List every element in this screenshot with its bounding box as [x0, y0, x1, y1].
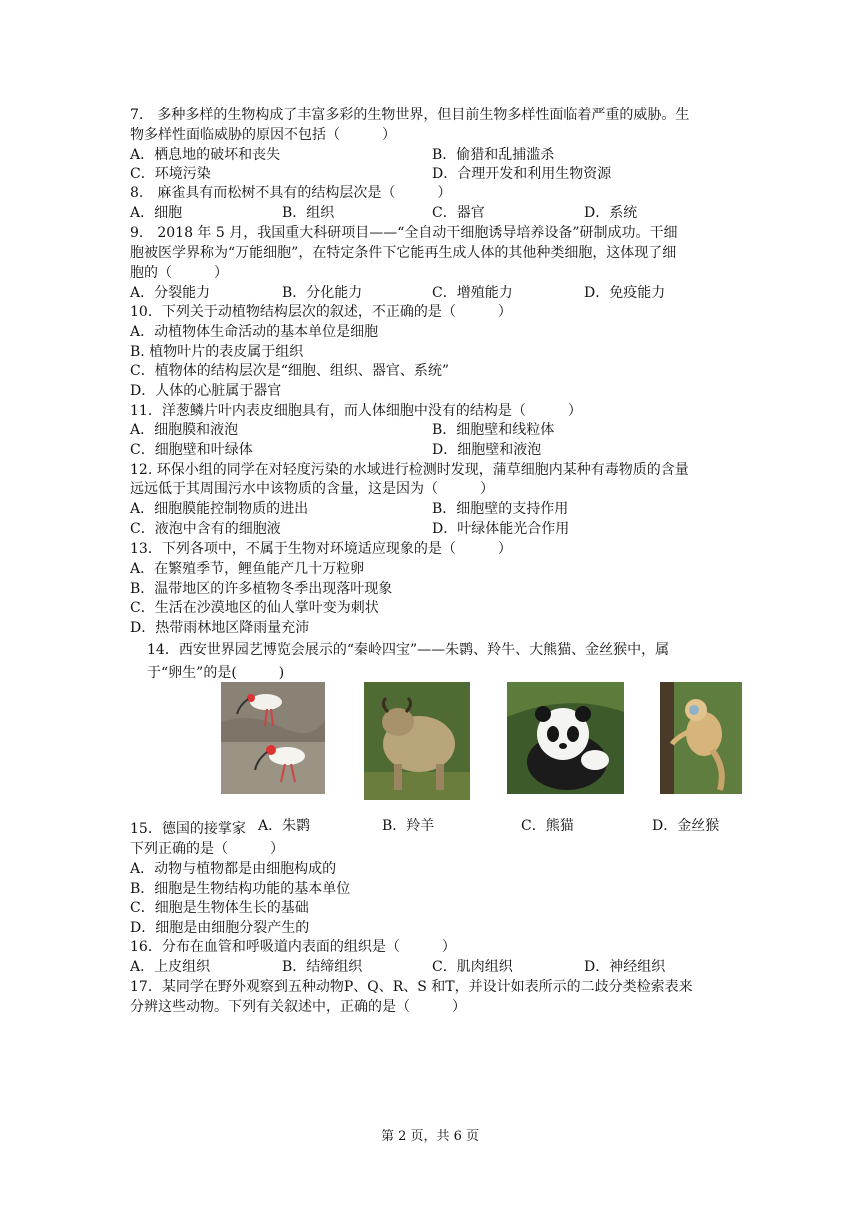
q13-option-b: B．温带地区的许多植物冬季出现落叶现象 [130, 581, 393, 597]
page-footer: 第 2 页，共 6 页 [380, 1129, 480, 1144]
q15-option-a: A．动物与植物都是由细胞构成的 [130, 861, 337, 877]
q9-option-b: B．分化能力 [282, 285, 363, 301]
q11-option-b: B．细胞壁和线粒体 [432, 422, 555, 438]
q10-option-d: D．人体的心脏属于器官 [130, 383, 282, 399]
q14-stem-line2: 于“卵生”的是( ) [147, 665, 285, 681]
q8-option-a: A．细胞 [130, 205, 183, 221]
q13-option-d: D．热带雨林地区降雨量充沛 [130, 620, 310, 636]
q9-stem-line3: 胞的（ ） [130, 265, 228, 281]
q7-option-a: A．栖息地的破坏和丧失 [130, 147, 281, 163]
q9-option-a: A．分裂能力 [130, 285, 211, 301]
q16-option-a: A．上皮组织 [130, 959, 211, 975]
q7-option-d: D．合理开发和利用生物资源 [432, 166, 612, 182]
giant-panda-image [507, 682, 624, 794]
q11-option-d: D．细胞壁和液泡 [432, 442, 542, 458]
q14-option-b: B．羚羊 [382, 818, 435, 834]
q8-option-c: C．器官 [432, 205, 485, 221]
q7-stem-line1: 7. 多种多样的生物构成了丰富多彩的生物世界，但目前生物多样性面临着严重的威胁。生 [130, 107, 690, 123]
q15-option-c: C．细胞是生物体生长的基础 [130, 900, 309, 916]
q14-option-d: D．金丝猴 [652, 818, 720, 834]
q8-option-b: B．组织 [282, 205, 335, 221]
q7-option-b: B．偷猎和乱捕滥杀 [432, 147, 555, 163]
q14-option-a: A．朱鹮 [258, 818, 311, 834]
q10-option-a: A．动植物体生命活动的基本单位是细胞 [130, 324, 379, 340]
q11-option-a: A．细胞膜和液泡 [130, 422, 239, 438]
q12-stem-line2: 远远低于其周围污水中该物质的含量，这是因为（ ） [130, 481, 494, 497]
q7-option-c: C．环境污染 [130, 166, 211, 182]
q12-option-b: B．细胞壁的支持作用 [432, 501, 569, 517]
q12-option-d: D．叶绿体能光合作用 [432, 521, 570, 537]
crested-ibis-image [221, 682, 325, 794]
q16-option-c: C．肌肉组织 [432, 959, 513, 975]
q8-stem: 8. 麻雀具有而松树不具有的结构层次是（ ） [130, 185, 452, 201]
q15-option-b: B．细胞是生物结构功能的基本单位 [130, 881, 351, 897]
q17-stem-line2: 分辨这些动物。下列有关叙述中，正确的是（ ） [130, 999, 466, 1015]
q17-stem-line1: 17．某同学在野外观察到五种动物P、Q、R、S 和T，并设计如表所示的二歧分类检索表来 [130, 979, 693, 995]
q16-stem: 16．分布在血管和呼吸道内表面的组织是（ ） [130, 939, 456, 955]
q7-stem-line2: 物多样性面临威胁的原因不包括（ ） [130, 127, 396, 143]
q13-option-a: A．在繁殖季节，鲤鱼能产几十万粒卵 [130, 561, 365, 577]
takin-image [364, 682, 470, 800]
q16-option-d: D．神经组织 [584, 959, 666, 975]
q13-stem: 13．下列各项中，不属于生物对环境适应现象的是（ ） [130, 541, 512, 557]
q8-option-d: D．系统 [584, 205, 638, 221]
q12-stem-line1: 12. 环保小组的同学在对轻度污染的水域进行检测时发现，蒲草细胞内某种有毒物质的含量 [130, 462, 689, 478]
q9-option-c: C．增殖能力 [432, 285, 513, 301]
q16-option-b: B．结缔组织 [282, 959, 363, 975]
q13-option-c: C．生活在沙漠地区的仙人掌叶变为刺状 [130, 600, 379, 616]
q11-stem: 11．洋葱鳞片叶内表皮细胞具有，而人体细胞中没有的结构是（ ） [130, 403, 582, 419]
q10-option-b: B. 植物叶片的表皮属于组织 [130, 344, 304, 360]
q9-stem-line1: 9. 2018 年 5 月，我国重大科研项目——“全自动干细胞诱导培养设备”研制成功。干细 [130, 225, 678, 241]
q15-stem-line2: 下列正确的是（ ） [130, 841, 284, 857]
q15-option-d: D．细胞是由细胞分裂产生的 [130, 920, 310, 936]
q11-option-c: C．细胞壁和叶绿体 [130, 442, 253, 458]
q10-stem: 10．下列关于动植物结构层次的叙述，不正确的是（ ） [130, 304, 512, 320]
golden-monkey-image [660, 682, 742, 794]
q9-option-d: D．免疫能力 [584, 285, 666, 301]
q9-stem-line2: 胞被医学界称为“万能细胞”，在特定条件下它能再生成人体的其他种类细胞，这体现了细 [130, 245, 677, 261]
q12-option-a: A．细胞膜能控制物质的进出 [130, 501, 309, 517]
q10-option-c: C．植物体的结构层次是“细胞、组织、器官、系统” [130, 363, 450, 379]
q12-option-c: C．液泡中含有的细胞液 [130, 521, 281, 537]
q14-option-c: C．熊猫 [521, 818, 574, 834]
q14-stem-line1: 14．西安世界园艺博览会展示的“秦岭四宝”——朱鹮、羚牛、大熊猫、金丝猴中，属 [147, 642, 670, 658]
q15-stem-line1: 15．德国的接掌家 [130, 821, 246, 837]
